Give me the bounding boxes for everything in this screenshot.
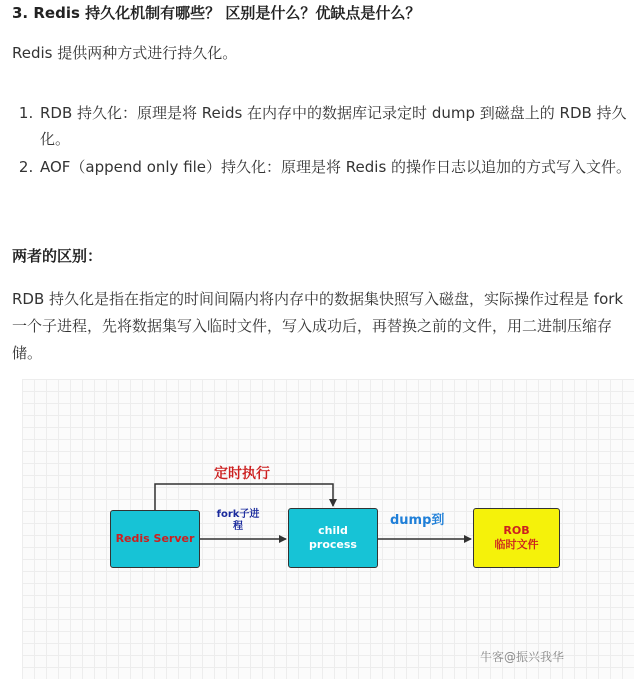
watermark-text: 牛客@振兴我华 bbox=[480, 650, 565, 664]
rob-label-line1: ROB bbox=[503, 524, 530, 537]
difference-paragraph: RDB 持久化是指在指定的时间间隔内将内存中的数据集快照写入磁盘，实际操作过程是 fork 一个子进程，先将数据集写入临时文件，写入成功后，再替换之前的文件，用二进制压缩存储。 bbox=[12, 290, 624, 362]
fork-label: fork子进程 bbox=[216, 509, 260, 532]
child-process-label bbox=[309, 524, 357, 552]
list-item-rdb: 1. RDB 持久化：原理是将 Reids 在内存中的数据库记录定时 dump 到磁盘上的 RDB 持久化。 bbox=[38, 100, 638, 152]
watermark bbox=[480, 648, 564, 665]
child-label-line1: child bbox=[318, 524, 348, 537]
difference-heading: 两者的区别： bbox=[12, 247, 103, 265]
intro-paragraph: Redis 提供两种方式进行持久化。 bbox=[12, 44, 238, 62]
child-process-box bbox=[288, 508, 378, 568]
timer-arrow bbox=[155, 484, 333, 510]
redis-server-box bbox=[110, 510, 200, 568]
rob-label bbox=[495, 524, 539, 552]
timer-label: 定时执行 bbox=[214, 466, 270, 482]
rob-temp-file-box bbox=[473, 508, 560, 568]
dump-label: dump到 bbox=[390, 513, 445, 528]
child-label-line2: process bbox=[309, 538, 357, 551]
rdb-process-diagram bbox=[22, 379, 634, 679]
redis-server-label: Redis Server bbox=[115, 532, 195, 545]
list-item-aof: 2. AOF（append only file）持久化：原理是将 Redis 的操作日志以追加的方式写入文件。 bbox=[38, 154, 638, 180]
question-heading: 3. Redis 持久化机制有哪些？ 区别是什么？优缺点是什么？ bbox=[12, 4, 421, 22]
rob-label-line2: 临时文件 bbox=[494, 538, 539, 551]
persistence-method-list bbox=[12, 100, 638, 182]
